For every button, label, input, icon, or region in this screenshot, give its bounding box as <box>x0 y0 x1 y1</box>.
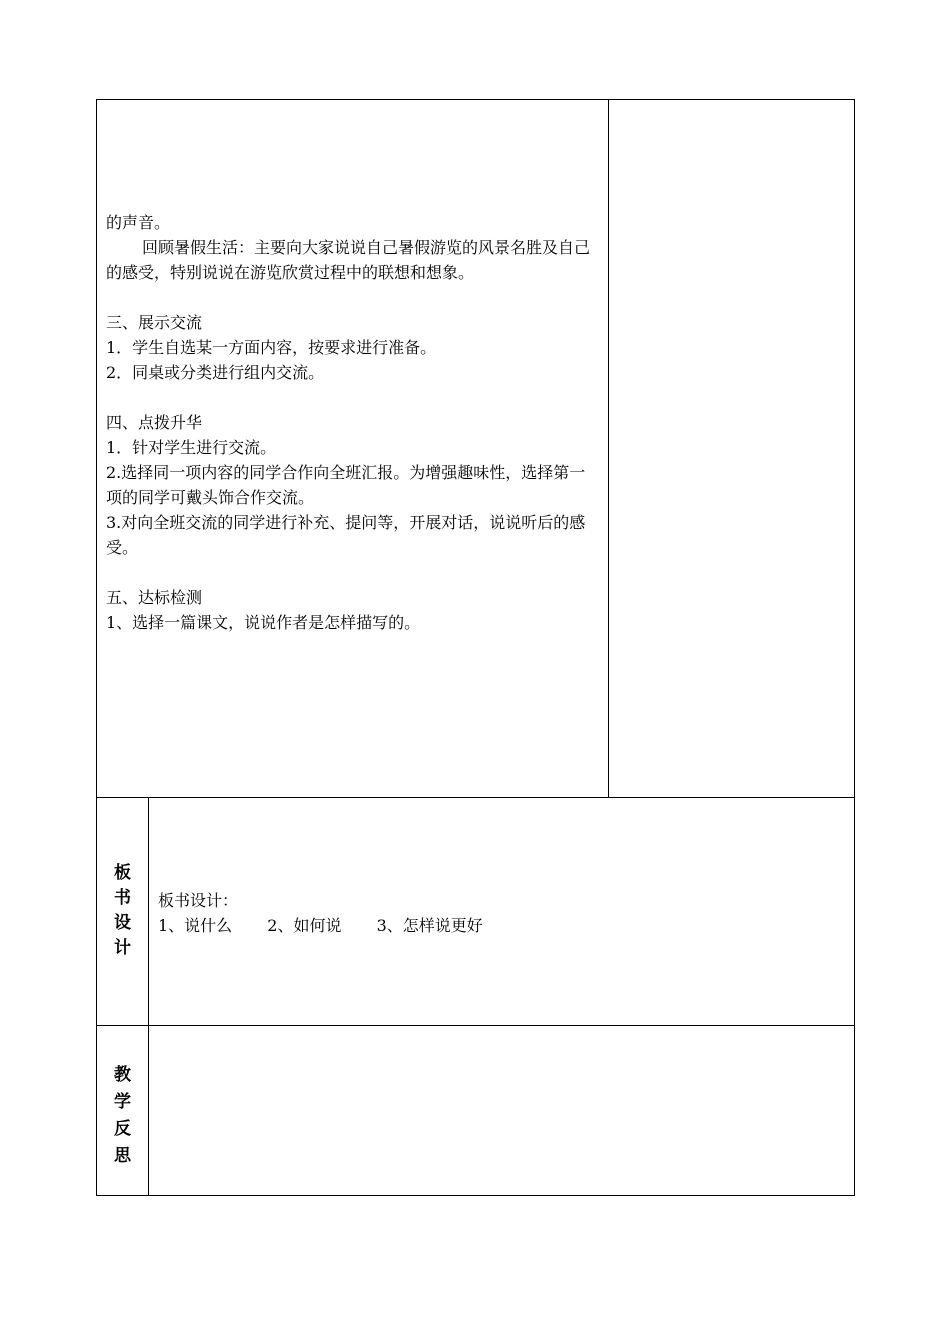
board-design-label <box>97 861 148 961</box>
reflection-label <box>97 1062 148 1170</box>
process-line: 1．针对学生进行交流。 <box>106 438 277 457</box>
board-item: 3、怎样说更好 <box>376 916 483 935</box>
process-line: 2.选择同一项内容的同学合作向全班汇报。为增强趣味性，选择第一项的同学可戴头饰合作交流。 <box>106 463 586 507</box>
board-design-label-cell <box>96 797 149 1026</box>
blank-line <box>106 560 600 585</box>
blank-line <box>106 385 600 410</box>
board-design-items <box>158 913 483 938</box>
label-char: 板 <box>114 863 131 883</box>
teaching-process-text <box>106 210 600 635</box>
section-heading: 五、达标检测 <box>106 588 203 607</box>
label-char: 计 <box>114 938 131 958</box>
process-line: 2．同桌或分类进行组内交流。 <box>106 363 325 382</box>
process-line: 3.对向全班交流的同学进行补充、提问等，开展对话，说说听后的感受。 <box>106 513 586 557</box>
board-design-text <box>158 888 483 938</box>
lesson-plan-table <box>96 99 855 1196</box>
reflection-cell <box>148 1025 855 1196</box>
process-line: 1．学生自选某一方面内容，按要求进行准备。 <box>106 338 437 357</box>
process-line: 的声音。 <box>106 213 171 232</box>
blank-line <box>106 285 600 310</box>
notes-cell <box>608 99 855 798</box>
label-char: 书 <box>114 888 131 908</box>
process-line: 回顾暑假生活：主要向大家说说自己暑假游览的风景名胜及自己的感受，特别说说在游览欣赏过程中的联想和想象。 <box>106 238 591 282</box>
label-char: 思 <box>114 1146 131 1166</box>
board-item: 2、如何说 <box>267 916 342 935</box>
section-heading: 四、点拨升华 <box>106 413 203 432</box>
board-design-cell <box>148 797 855 1026</box>
process-line: 1、选择一篇课文，说说作者是怎样描写的。 <box>106 613 421 632</box>
reflection-label-cell <box>96 1025 149 1196</box>
teaching-process-cell <box>96 99 609 798</box>
label-char: 设 <box>114 913 131 933</box>
label-char: 反 <box>114 1119 131 1139</box>
board-design-title: 板书设计： <box>158 891 239 910</box>
label-char: 教 <box>114 1065 131 1085</box>
label-char: 学 <box>114 1092 131 1112</box>
section-heading: 三、展示交流 <box>106 313 203 332</box>
board-item: 1、说什么 <box>158 916 233 935</box>
